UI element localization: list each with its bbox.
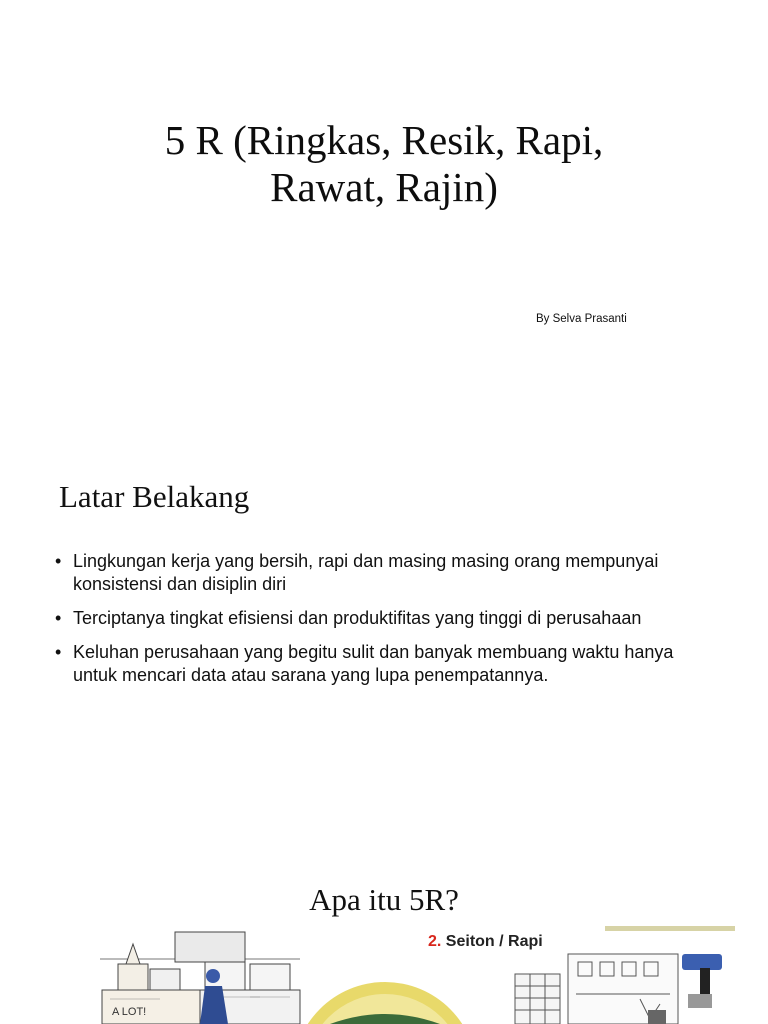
bullet-icon: • xyxy=(55,551,62,571)
bullet-list xyxy=(55,550,715,698)
bullet-icon: • xyxy=(55,608,62,628)
bullet-icon: • xyxy=(55,642,62,662)
section-heading: Apa itu 5R? xyxy=(309,882,459,917)
box-text: A LOT! xyxy=(112,1006,147,1018)
step-label: Seiton / Rapi xyxy=(445,933,543,950)
bullet-text: Terciptanya tingkat efisiensi dan produktifitas yang tinggi di perusahaan xyxy=(73,608,642,628)
slide-title xyxy=(60,117,708,211)
5r-badge-icon xyxy=(293,982,477,1024)
section-heading: Latar Belakang xyxy=(59,479,250,514)
bullet-item xyxy=(55,550,715,596)
author-byline: By Selva Prasanti xyxy=(536,313,627,325)
seiton-label xyxy=(428,933,543,951)
bullet-text: Keluhan perusahaan yang begitu sulit dan banyak membuang waktu hanya untuk mencari data atau sarana yang lupa penempatannya. xyxy=(73,642,674,685)
bullet-item xyxy=(55,641,715,687)
slide-title-line-2: Rawat, Rajin) xyxy=(270,164,498,210)
bullet-item xyxy=(55,607,715,630)
step-number: 2. xyxy=(428,933,442,950)
title-slide xyxy=(0,0,768,432)
slide-title-line-1: 5 R (Ringkas, Resik, Rapi, xyxy=(164,117,604,163)
background-slide xyxy=(0,432,768,864)
header-bar xyxy=(605,926,735,931)
bullet-text: Lingkungan kerja yang bersih, rapi dan masing masing orang mempunyai konsistensi dan disiplin diri xyxy=(73,551,659,594)
5r-illustration xyxy=(0,924,768,1024)
shelves-icon xyxy=(515,974,560,1024)
what-is-5r-slide xyxy=(0,864,768,1024)
